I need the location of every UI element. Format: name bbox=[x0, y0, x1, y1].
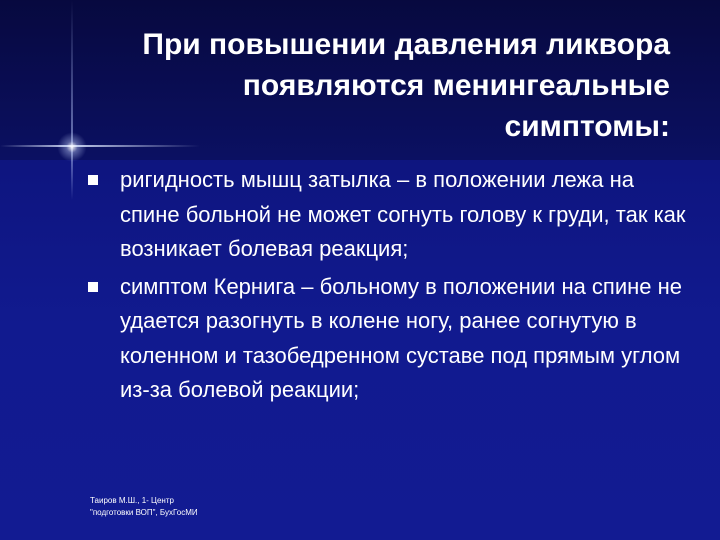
square-bullet-icon bbox=[88, 175, 98, 185]
square-bullet-icon bbox=[88, 282, 98, 292]
title-line-2: появляются менингеальные bbox=[242, 69, 670, 102]
bullet-item bbox=[86, 163, 686, 267]
title-line-3: симптомы: bbox=[504, 110, 670, 143]
bullet-text: ригидность мышц затылка – в положении лежа на спине больной не может согнуть голову к груди, так как возникает болевая реакция; bbox=[120, 167, 686, 261]
bullet-list bbox=[86, 163, 686, 411]
footer-credit bbox=[90, 495, 198, 519]
bullet-text: симптом Кернига – больному в положении на спине не удается разогнуть в колене ногу, ранее согнутую в коленном и тазобедренном суставе под прямым углом из-за болевой реакции; bbox=[120, 273, 683, 402]
bullet-item bbox=[86, 270, 686, 408]
footer-line-2: "подготовки ВОП", БухГосМИ bbox=[90, 508, 198, 517]
footer-line-1: Таиров М.Ш., 1- Центр bbox=[90, 496, 174, 505]
title-line-1: При повышении давления ликвора bbox=[142, 28, 670, 61]
slide-title bbox=[70, 24, 670, 147]
